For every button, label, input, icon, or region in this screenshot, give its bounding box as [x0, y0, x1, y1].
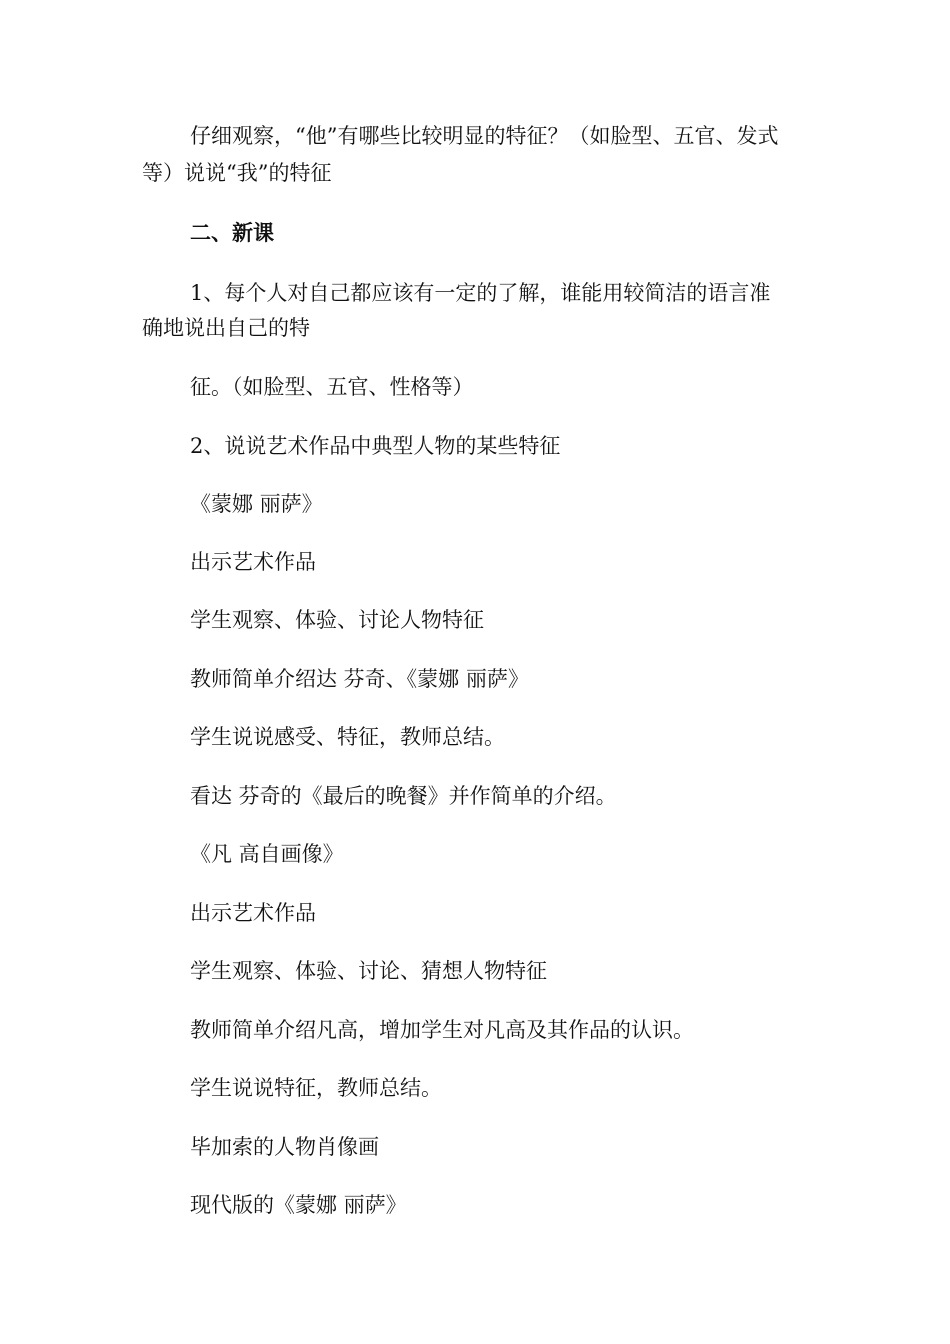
item2-line: 2、说说艺术作品中典型人物的某些特征: [190, 434, 561, 458]
mona-lisa-show: 出示艺术作品: [190, 550, 316, 574]
mona-lisa-summary: 学生说说感受、特征，教师总结。: [190, 725, 505, 749]
van-gogh-show: 出示艺术作品: [190, 901, 316, 925]
picasso-line: 毕加索的人物肖像画: [190, 1135, 379, 1159]
section-heading: 二、新课: [190, 220, 274, 245]
van-gogh-summary: 学生说说特征，教师总结。: [190, 1076, 442, 1100]
item1-line-3: 征。（如脸型、五官、性格等）: [190, 375, 474, 399]
mona-lisa-title: 《蒙娜 丽萨》: [190, 492, 323, 516]
intro-line-2: 等）说说“我”的特征: [142, 161, 332, 185]
mona-lisa-observe: 学生观察、体验、讨论人物特征: [190, 608, 484, 632]
van-gogh-observe: 学生观察、体验、讨论、猜想人物特征: [190, 959, 547, 983]
intro-line-1: 仔细观察，“他”有哪些比较明显的特征？（如脸型、五官、发式: [190, 124, 779, 148]
modern-mona-lisa-line: 现代版的《蒙娜 丽萨》: [190, 1193, 407, 1217]
item1-line-1: 1、每个人对自己都应该有一定的了解，谁能用较简洁的语言准: [190, 281, 771, 305]
van-gogh-teacher-intro: 教师简单介绍凡高，增加学生对凡高及其作品的认识。: [190, 1018, 694, 1042]
last-supper-line: 看达 芬奇的《最后的晚餐》并作简单的介绍。: [190, 784, 617, 808]
item1-line-2: 确地说出自己的特: [142, 316, 310, 340]
van-gogh-title: 《凡 高自画像》: [190, 842, 344, 866]
mona-lisa-teacher-intro: 教师简单介绍达 芬奇、《蒙娜 丽萨》: [190, 667, 529, 691]
